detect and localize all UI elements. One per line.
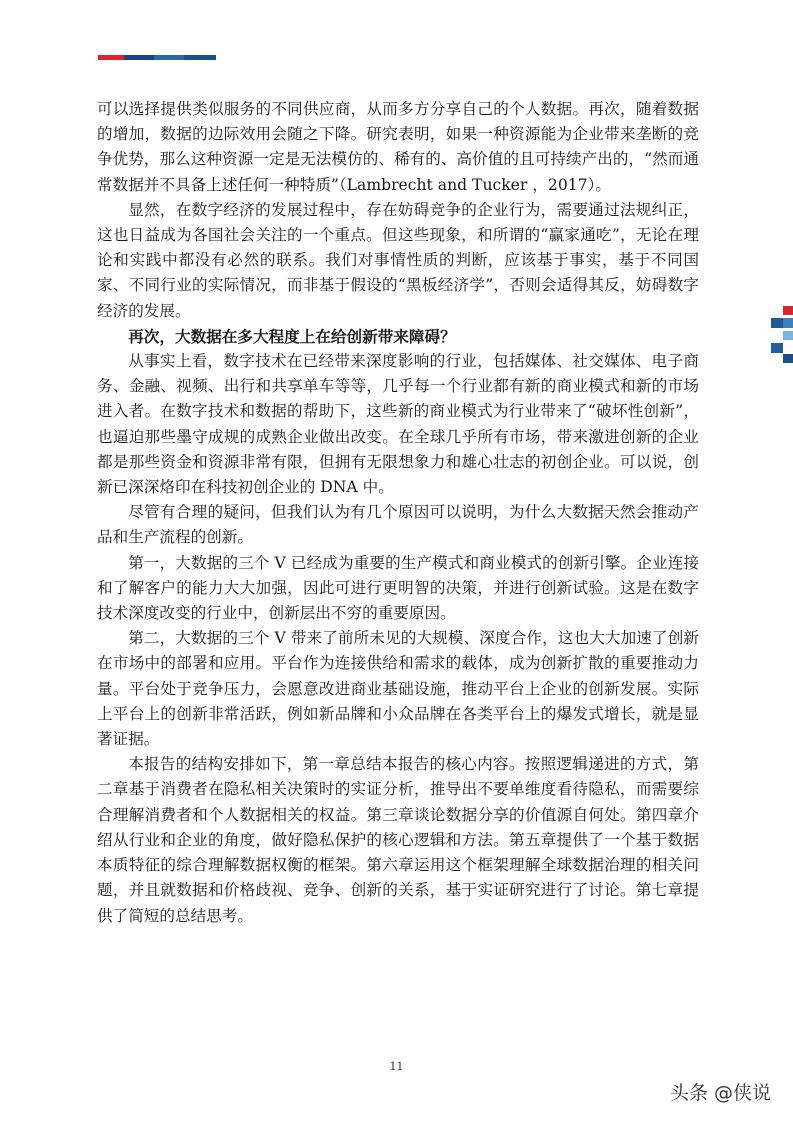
document-body bbox=[97, 97, 699, 929]
body-paragraph: 第二，大数据的三个 V 带来了前所未见的大规模、深度合作，这也大大加速了创新在市场中的部署和应用。平台作为连接供给和需求的载体，成为创新扩散的重要推动力量。平台处于竞争压力，会愿意改进商业基础设施，推动平台上企业的创新发展。实际上平台上的创新非常活跃，例如新品牌和小众品牌在各类平台上的爆发式增长，就是显著证据。 bbox=[97, 629, 699, 749]
page-number: 11 bbox=[389, 1060, 404, 1073]
side-block-blue bbox=[783, 318, 793, 328]
side-block-lightblue bbox=[783, 331, 793, 340]
body-paragraph: 本报告的结构安排如下，第一章总结本报告的核心内容。按照逻辑递进的方式，第二章基于消费者在隐私相关决策时的实证分析，推导出不要单维度看待隐私，而需要综合理解消费者和个人数据相关的权益。第三章谈论数据分享的价值源自何处。第四章介绍从行业和企业的角度，做好隐私保护的核心逻辑和方法。第五章提供了一个基于数据本质特征的综合理解数据权衡的框架。第六章运用这个框架理解全球数据治理的相关问题，并且就数据和价格歧视、竞争、创新的关系，基于实证研究进行了讨论。第七章提供了简短的总结思考。 bbox=[97, 755, 699, 925]
side-decoration-blocks bbox=[771, 306, 793, 362]
body-paragraph: 尽管有合理的疑问，但我们认为有几个原因可以说明，为什么大数据天然会推动产品和生产流程的创新。 bbox=[97, 503, 699, 547]
watermark: 头条 @侠说 bbox=[669, 1082, 771, 1104]
body-paragraph: 可以选择提供类似服务的不同供应商，从而多方分享自己的个人数据。再次，随着数据的增加，数据的边际效用会随之下降。研究表明，如果一种资源能为企业带来垄断的竞争优势，那么这种资源一定是无法模仿的、稀有的、高价值的且可持续产出的，“然而通常数据并不具备上述任何一种特质”（Lambrecht and Tucker ，2017）。 bbox=[97, 100, 699, 194]
stripe-blue-segment bbox=[184, 55, 216, 60]
stripe-blue-segment bbox=[154, 55, 184, 60]
side-block-blue bbox=[783, 354, 793, 363]
header-color-stripe bbox=[98, 55, 216, 60]
body-paragraph: 第一，大数据的三个 V 已经成为重要的生产模式和商业模式的创新引擎。企业连接和了解客户的能力大大加强，因此可进行更明智的决策，并进行创新试验。这是在数字技术深度改变的行业中，创新层出不穷的重要原因。 bbox=[97, 553, 699, 623]
side-block-blue bbox=[771, 318, 783, 328]
section-question-heading: 再次，大数据在多大程度上在给创新带来障碍？ bbox=[128, 326, 456, 346]
stripe-red-segment bbox=[98, 55, 124, 60]
side-block-blue bbox=[771, 343, 783, 353]
stripe-blue-segment bbox=[124, 55, 154, 60]
body-paragraph: 显然，在数字经济的发展过程中，存在妨碍竞争的企业行为，需要通过法规纠正，这也日益成为各国社会关注的一个重点。但这些现象，和所谓的“赢家通吃”，无论在理论和实践中都没有必然的联系。我们对事情性质的判断，应该基于事实，基于不同国家、不同行业的实际情况，而非基于假设的“黑板经济学”，否则会适得其反，妨碍数字经济的发展。 bbox=[97, 200, 699, 320]
body-paragraph: 从事实上看，数字技术在已经带来深度影响的行业，包括媒体、社交媒体、电子商务、金融、视频、出行和共享单车等等，几乎每一个行业都有新的商业模式和新的市场进入者。在数字技术和数据的帮助下，这些新的商业模式为行业带来了“破坏性创新”，也逼迫那些墨守成规的成熟企业做出改变。在全球几乎所有市场，带来激进创新的企业都是那些资金和资源非常有限，但拥有无限想象力和雄心壮志的初创企业。可以说，创新已深深烙印在科技初创企业的 DNA 中。 bbox=[97, 352, 699, 497]
side-block-red bbox=[783, 306, 793, 315]
